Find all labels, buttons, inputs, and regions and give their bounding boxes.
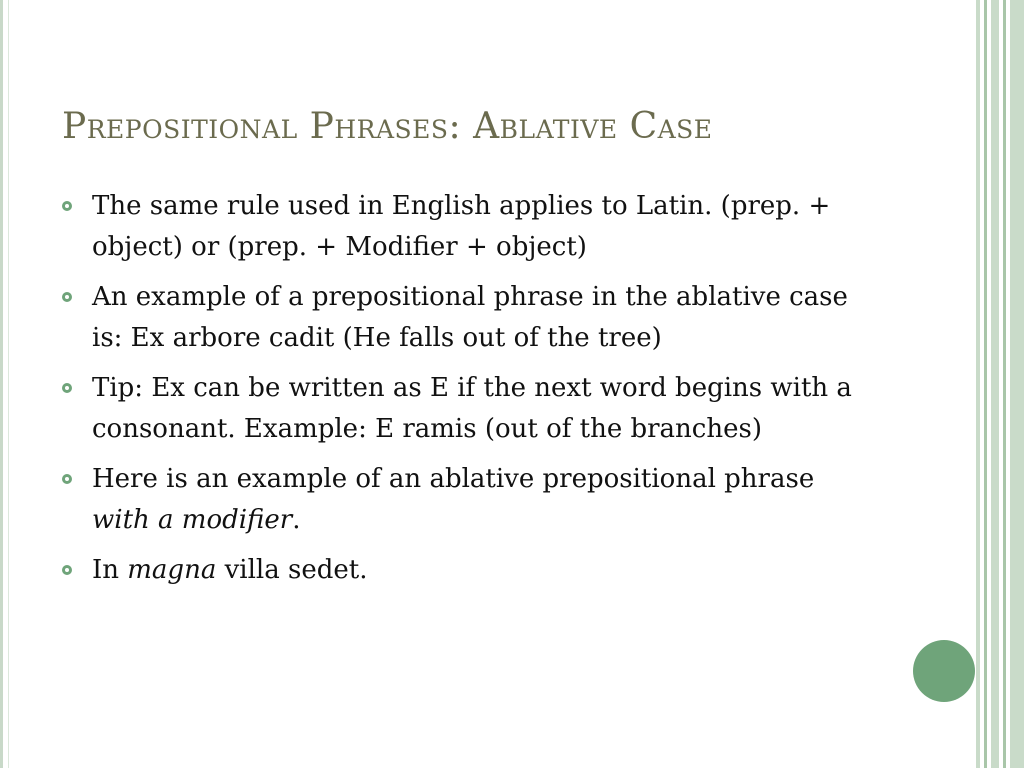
bullet-text: The same rule used in English applies to Latin. (prep. + object) or (prep. + Modifier + object) [92,191,831,262]
bullet-item [62,550,862,591]
bullet-list [62,186,862,600]
text-segment: . [292,505,301,535]
text-segment: Here is an example of an ablative prepositional phrase [92,464,815,494]
bullet-text: Tip: Ex can be written as E if the next word begins with a consonant. Example: E ramis (out of the branches) [92,373,852,444]
right-stripe-decoration [976,0,1024,768]
stripe [1003,0,1006,768]
bullet-item [62,459,862,541]
stripe [991,0,999,768]
bullet-item [62,368,862,450]
bullet-text [92,464,814,535]
bullet-text [92,555,367,585]
bullet-item [62,186,862,268]
bullet-item [62,277,862,359]
left-border-decoration [0,0,10,768]
bullet-circle-icon [62,201,72,211]
stripe [984,0,987,768]
text-segment: In [92,555,128,585]
italic-segment: magna [127,555,217,585]
text-segment: villa sedet. [216,555,368,585]
bullet-circle-icon [62,383,72,393]
bullet-circle-icon [62,565,72,575]
bullet-text: An example of a prepositional phrase in the ablative case is: Ex arbore cadit (He falls out of the tree) [92,282,848,353]
slide-title: Prepositional Phrases: Ablative Case [62,106,713,147]
stripe [976,0,980,768]
bullet-circle-icon [62,474,72,484]
italic-segment: with a modifier [92,505,293,535]
bullet-circle-icon [62,292,72,302]
stripe [1010,0,1024,768]
decorative-circle [913,640,975,702]
